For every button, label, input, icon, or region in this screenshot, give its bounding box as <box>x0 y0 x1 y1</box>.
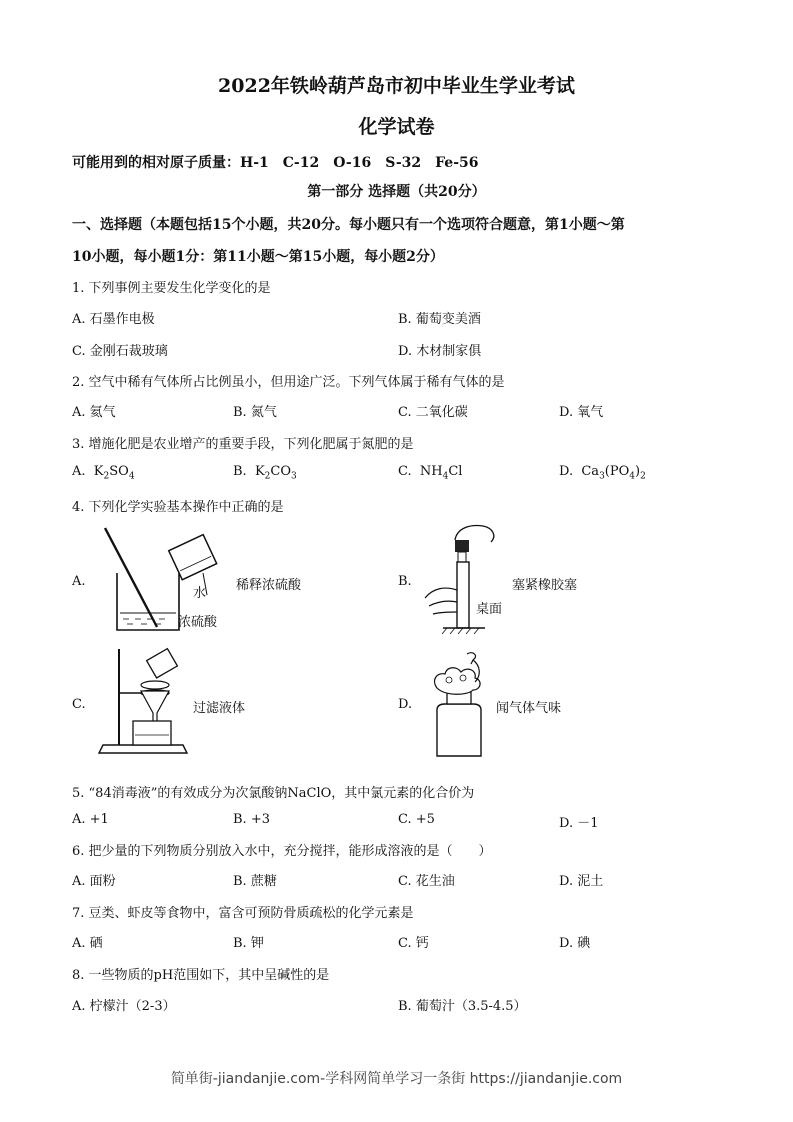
q5-option-b: B. +3 <box>233 812 270 827</box>
question-1-stem: 1. 下列事例主要发生化学变化的是 <box>72 281 271 296</box>
acid-label: 浓硫酸 <box>178 615 218 630</box>
exam-subtitle: 化学试卷 <box>358 116 435 138</box>
filtration-figure <box>95 645 195 760</box>
question-6-stem: 6. 把少量的下列物质分别放入水中，充分搅拌，能形成溶液的是（ ） <box>72 844 492 859</box>
fig-b-caption: 塞紧橡胶塞 <box>512 578 578 593</box>
fig-d-caption: 闻气体气味 <box>496 701 562 716</box>
q2-option-c: C. 二氧化碳 <box>398 405 468 420</box>
q8-option-b: B. 葡萄汁（3.5-4.5） <box>398 999 527 1014</box>
smell-gas-figure <box>415 648 500 760</box>
q4-option-b: B. <box>398 574 412 589</box>
fig-c-caption: 过滤液体 <box>193 701 246 716</box>
footer-watermark[interactable]: 简单街-jiandanjie.com-学科网简单学习一条街 https://jiandanjie.com <box>170 1071 623 1087</box>
question-2-stem: 2. 空气中稀有气体所占比例虽小，但用途广泛。下列气体属于稀有气体的是 <box>72 375 505 390</box>
part-heading: 第一部分 选择题（共20分） <box>307 184 486 200</box>
q3-option-b: B. $K_2CO_3$ <box>233 464 297 482</box>
question-4-stem: 4. 下列化学实验基本操作中正确的是 <box>72 500 284 515</box>
q3-option-a: A. $K_2SO_4$ <box>72 464 135 482</box>
q5-option-d: D. －1 <box>559 816 599 831</box>
q2-option-a: A. 氦气 <box>72 405 116 420</box>
q2-option-b: B. 氮气 <box>233 405 277 420</box>
q3-option-d: D. $Ca_3(PO_4)_2$ <box>559 464 646 482</box>
q2-option-d: D. 氧气 <box>559 405 604 420</box>
question-7-stem: 7. 豆类、虾皮等食物中，富含可预防骨质疏松的化学元素是 <box>72 906 414 921</box>
q7-option-c: C. 钙 <box>398 936 429 951</box>
question-8-stem: 8. 一些物质的pH范围如下，其中呈碱性的是 <box>72 968 330 983</box>
atomic-mass-line: 可能用到的相对原子质量：H-1 C-12 O-16 S-32 Fe-56 <box>72 155 479 171</box>
q1-option-b: B. 葡萄变美酒 <box>398 312 481 327</box>
q6-option-b: B. 蔗糖 <box>233 874 277 889</box>
q5-option-a: A. +1 <box>72 812 109 827</box>
q7-option-a: A. 硒 <box>72 936 103 951</box>
q6-option-d: D. 泥土 <box>559 874 604 889</box>
q7-option-d: D. 碘 <box>559 936 591 951</box>
q4-option-c: C. <box>72 697 86 712</box>
question-3-stem: 3. 增施化肥是农业增产的重要手段，下列化肥属于氮肥的是 <box>72 437 414 452</box>
q4-option-d: D. <box>398 697 413 712</box>
fig-a-caption: 稀释浓硫酸 <box>236 578 302 593</box>
q1-option-a: A. 石墨作电极 <box>72 312 155 327</box>
desk-label: 桌面 <box>476 602 503 617</box>
water-label: 水 <box>193 586 207 601</box>
stopper-figure <box>415 520 503 638</box>
q3-option-c: C. $NH_4Cl$ <box>398 464 463 482</box>
q7-option-b: B. 钾 <box>233 936 264 951</box>
exam-title: 2022年铁岭葫芦岛市初中毕业生学业考试 <box>218 75 575 97</box>
q6-option-c: C. 花生油 <box>398 874 455 889</box>
q1-option-d: D. 木材制家俱 <box>398 344 482 359</box>
section-instructions-2: 10小题，每小题1分：第11小题～第15小题，每小题2分） <box>72 249 444 265</box>
q6-option-a: A. 面粉 <box>72 874 116 889</box>
q4-option-a: A. <box>72 574 86 589</box>
question-5-stem: 5. “84消毒液”的有效成分为次氯酸钠NaClO，其中氯元素的化合价为 <box>72 786 475 801</box>
q5-option-c: C. +5 <box>398 812 435 827</box>
q1-option-c: C. 金刚石裁玻璃 <box>72 344 168 359</box>
q8-option-a: A. 柠檬汁（2-3） <box>72 999 176 1014</box>
section-instructions-1: 一、选择题（本题包括15个小题，共20分。每小题只有一个选项符合题意，第1小题～第 <box>72 217 625 233</box>
